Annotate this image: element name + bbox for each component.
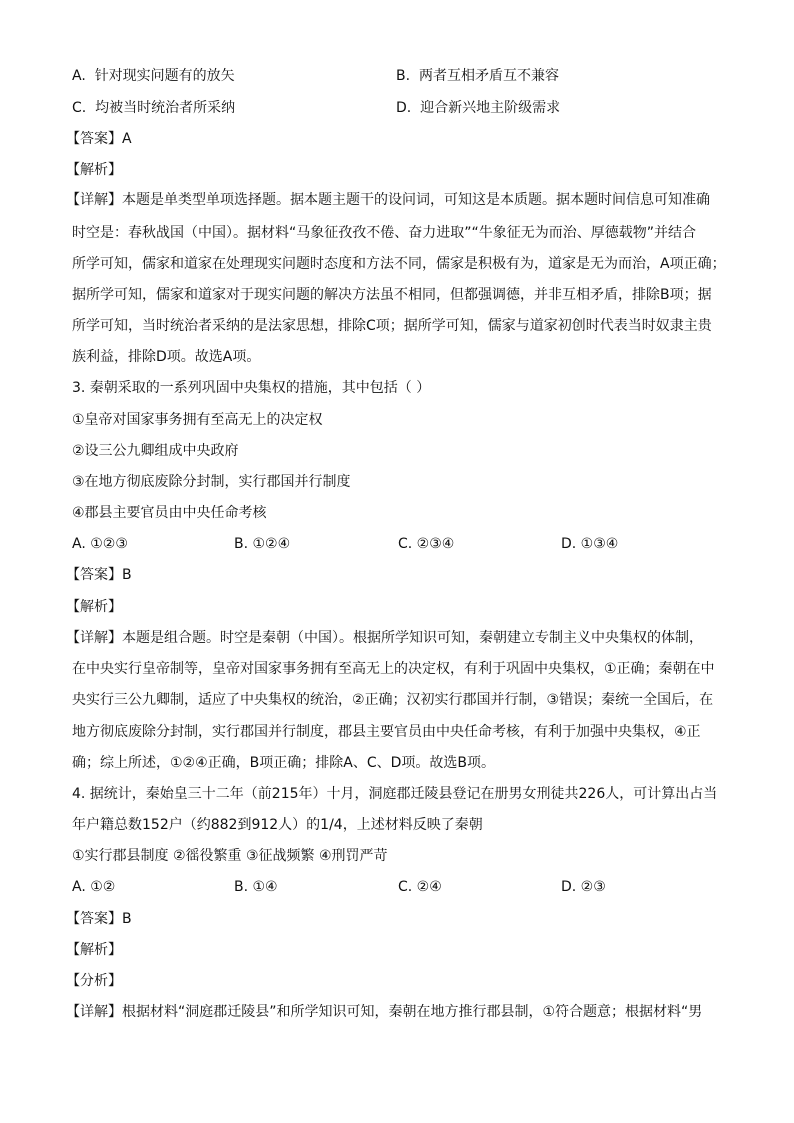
q4-options-row: [72, 877, 732, 897]
q3-item: ③在地方彻底废除分封制，实行郡国并行制度: [72, 474, 351, 490]
q2-options-row-2: [72, 98, 732, 118]
q4-answer: 【答案】B: [66, 911, 132, 927]
q4-analysis-label: 【解析】: [66, 942, 122, 958]
q3-option-b[interactable]: B. ①②④: [234, 536, 291, 552]
q3-detail-line: 在中央实行皇帝制等，皇帝对国家事务拥有至高无上的决定权，有利于巩固中央集权，①正确；秦朝在中: [72, 661, 715, 677]
q2-analysis-label: 【解析】: [66, 162, 122, 178]
q4-stem: 4. 据统计，秦始皇三十二年（前215年）十月，洞庭郡迁陵县登记在册男女刑徒共226人，可计算出占当: [72, 786, 718, 802]
q3-detail-line: 【详解】本题是组合题。时空是秦朝（中国）。根据所学知识可知，秦朝建立专制主义中央集权的体制，: [66, 630, 703, 646]
q3-detail-line: 地方彻底废除分封制，实行郡国并行制度，郡县主要官员由中央任命考核，有利于加强中央集权，④正: [72, 724, 701, 740]
q2-option-b[interactable]: B. 两者互相矛盾互不兼容: [396, 68, 559, 84]
q4-stem: 年户籍总数152户（约882到912人）的1/4，上述材料反映了秦朝: [72, 817, 483, 833]
q2-detail-line: 时空是：春秋战国（中国）。据材料“马象征孜孜不倦、奋力进取”“牛象征无为而治、厚德载物”并结合: [72, 225, 697, 241]
q3-detail-line: 央实行三公九卿制，适应了中央集权的统治，②正确；汉初实行郡国并行制，③错误；秦统一全国后，在: [72, 692, 714, 708]
q2-options-row-1: [72, 66, 732, 86]
q2-option-d[interactable]: D. 迎合新兴地主阶级需求: [396, 100, 561, 116]
q3-item: ①皇帝对国家事务拥有至高无上的决定权: [72, 412, 323, 428]
q3-option-d[interactable]: D. ①③④: [561, 536, 619, 552]
q4-option-d[interactable]: D. ②③: [561, 879, 606, 895]
q3-options-row: [72, 534, 732, 554]
q3-detail-line: 确；综上所述，①②④正确，B项正确；排除A、C、D项。故选B项。: [72, 755, 495, 771]
q2-detail-line: 【详解】本题是单类型单项选择题。据本题主题干的设问词，可知这是本质题。据本题时间信息可知准确: [66, 192, 710, 208]
q3-item: ②设三公九卿组成中央政府: [72, 443, 239, 459]
q3-option-a[interactable]: A. ①②③: [72, 536, 128, 552]
q3-answer: 【答案】B: [66, 567, 132, 583]
q2-detail-line: 所学可知，当时统治者采纳的是法家思想，排除C项；据所学可知，儒家与道家初创时代表当时奴隶主贵: [72, 318, 712, 334]
q2-option-a[interactable]: A. 针对现实问题有的放矢: [72, 68, 235, 84]
q3-option-c[interactable]: C. ②③④: [398, 536, 455, 552]
q3-stem: 3. 秦朝采取的一系列巩固中央集权的措施，其中包括（ ）: [72, 380, 431, 396]
q4-option-b[interactable]: B. ①④: [234, 879, 278, 895]
q3-analysis-label: 【解析】: [66, 599, 122, 615]
q4-option-a[interactable]: A. ①②: [72, 879, 116, 895]
q4-fenxi-label: 【分析】: [66, 973, 122, 989]
q4-items: ①实行郡县制度 ②徭役繁重 ③征战频繁 ④刑罚严苛: [72, 848, 388, 864]
q2-detail-line: 所学可知，儒家和道家在处理现实问题时态度和方法不同，儒家是积极有为，道家是无为而治，A项正确；: [72, 256, 726, 272]
q3-item: ④郡县主要官员由中央任命考核: [72, 505, 267, 521]
q2-detail-line: 据所学可知，儒家和道家对于现实问题的解决方法虽不相同，但都强调德，并非互相矛盾，排除B项；据: [72, 287, 712, 303]
q4-detail-line: 【详解】根据材料“洞庭郡迁陵县”和所学知识可知，秦朝在地方推行郡县制，①符合题意；根据材料“男: [66, 1004, 703, 1020]
q4-option-c[interactable]: C. ②④: [398, 879, 442, 895]
q2-answer: 【答案】A: [66, 131, 132, 147]
q2-option-c[interactable]: C. 均被当时统治者所采纳: [72, 100, 236, 116]
q2-detail-line: 族利益，排除D项。故选A项。: [72, 349, 261, 365]
